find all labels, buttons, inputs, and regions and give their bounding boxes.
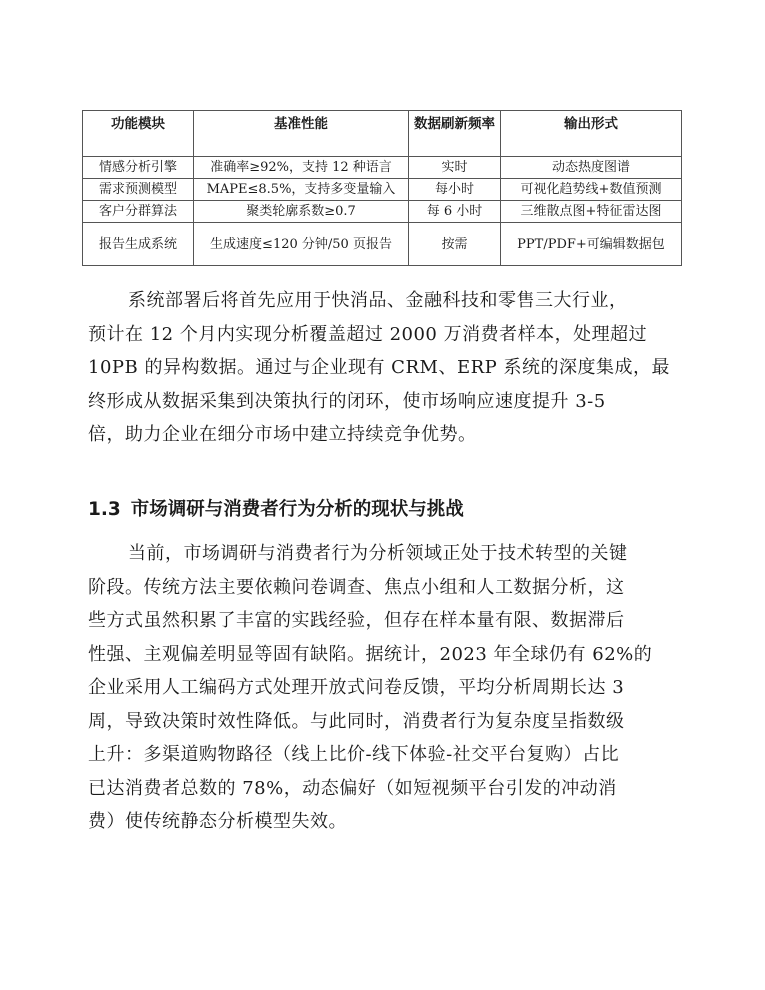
table-cell: 每 6 小时 — [409, 201, 501, 223]
paragraph-current-state — [88, 537, 670, 839]
table-cell: 准确率≥92%，支持 12 种语言 — [194, 157, 409, 179]
table-cell: PPT/PDF+可编辑数据包 — [501, 223, 682, 266]
header-module: 功能模块 — [83, 111, 194, 157]
table-cell: 三维散点图+特征雷达图 — [501, 201, 682, 223]
text-line: 倍，助力企业在细分市场中建立持续竞争优势。 — [88, 424, 477, 445]
table-cell: MAPE≤8.5%，支持多变量输入 — [194, 179, 409, 201]
table-cell: 需求预测模型 — [83, 179, 194, 201]
table-row — [83, 223, 682, 266]
text-line: 当前，市场调研与消费者行为分析领域正处于技术转型的关键 — [128, 543, 628, 564]
section-number: 1.3 — [88, 499, 121, 520]
table-cell: 客户分群算法 — [83, 201, 194, 223]
table-cell: 按需 — [409, 223, 501, 266]
performance-table — [82, 110, 682, 266]
text-line: 系统部署后将首先应用于快消品、金融科技和零售三大行业， — [128, 290, 628, 311]
text-line: 阶段。传统方法主要依赖问卷调查、焦点小组和人工数据分析，这 — [88, 576, 625, 598]
text-line: 些方式虽然积累了丰富的实践经验，但存在样本量有限、数据滞后 — [88, 610, 625, 631]
table-cell: 实时 — [409, 157, 501, 179]
text-line: 性强、主观偏差明显等固有缺陷。据统计，2023 年全球仍有 62%的 — [88, 643, 653, 665]
text-line: 已达消费者总数的 78%，动态偏好（如短视频平台引发的冲动消 — [88, 777, 617, 799]
text-line: 企业采用人工编码方式处理开放式问卷反馈，平均分析周期长达 3 — [88, 677, 625, 698]
text-line: 10PB 的异构数据。通过与企业现有 CRM、ERP 系统的深度集成，最 — [88, 357, 670, 378]
table-cell: 情感分析引擎 — [83, 157, 194, 179]
table-cell: 聚类轮廓系数≥0.7 — [194, 201, 409, 223]
table-row — [83, 157, 682, 179]
table-cell: 动态热度图谱 — [501, 157, 682, 179]
table-header-row — [83, 111, 682, 157]
table-cell: 可视化趋势线+数值预测 — [501, 179, 682, 201]
header-performance: 基准性能 — [194, 111, 409, 157]
text-line: 上升：多渠道购物路径（线上比价-线下体验-社交平台复购）占比 — [88, 744, 620, 765]
text-line: 终形成从数据采集到决策执行的闭环，使市场响应速度提升 3-5 — [88, 390, 606, 412]
section-title: 市场调研与消费者行为分析的现状与挑战 — [130, 499, 464, 520]
header-output-format: 输出形式 — [501, 111, 682, 157]
paragraph-deployment — [88, 284, 670, 452]
table-cell: 报告生成系统 — [83, 223, 194, 266]
text-line: 预计在 12 个月内实现分析覆盖超过 2000 万消费者样本，处理超过 — [88, 323, 648, 345]
table-row — [83, 179, 682, 201]
table-cell: 生成速度≤120 分钟/50 页报告 — [194, 223, 409, 266]
section-heading — [88, 495, 464, 525]
table-cell: 每小时 — [409, 179, 501, 201]
text-line: 费）使传统静态分析模型失效。 — [88, 811, 347, 832]
header-refresh-rate: 数据刷新频率 — [409, 111, 501, 157]
table-row — [83, 201, 682, 223]
text-line: 周，导致决策时效性降低。与此同时，消费者行为复杂度呈指数级 — [88, 710, 625, 732]
